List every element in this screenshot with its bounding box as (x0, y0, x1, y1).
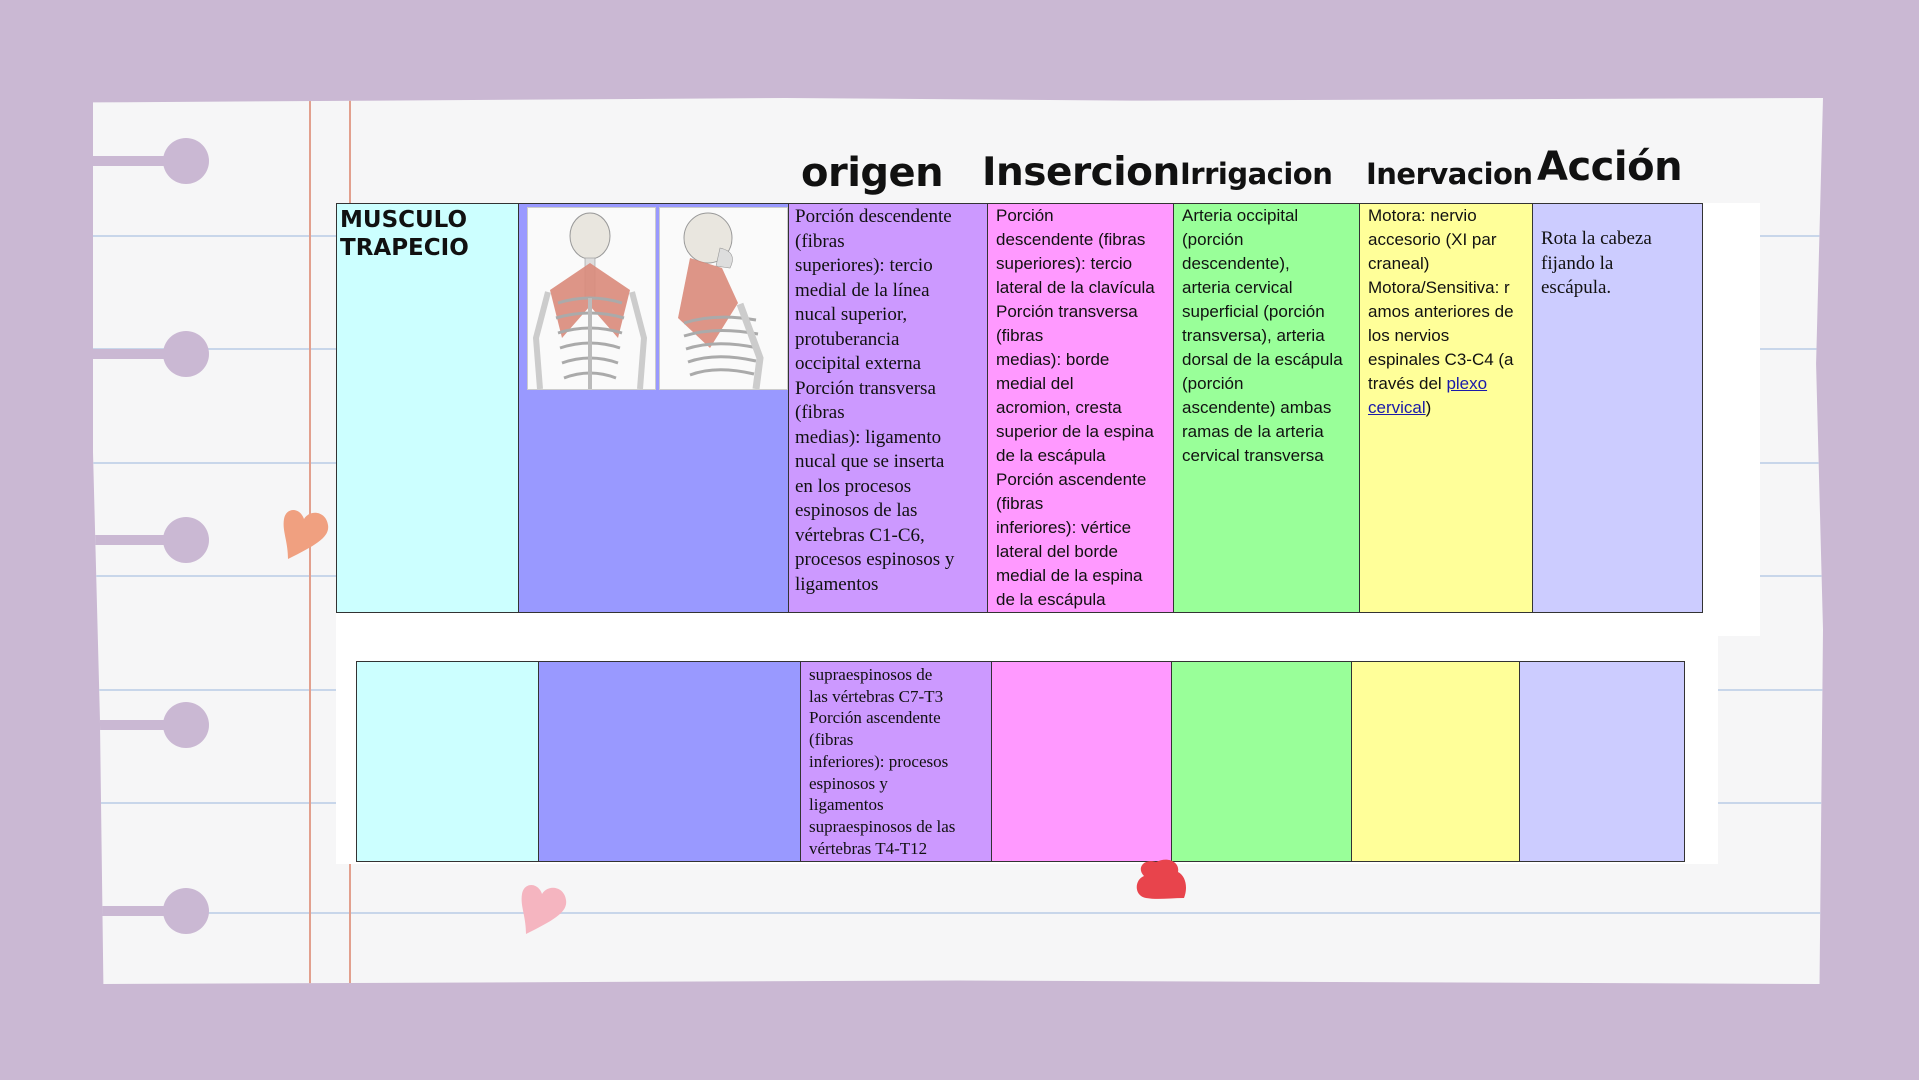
accion-text: Rota la cabeza fijando la escápula. (1541, 228, 1652, 298)
trapezius-back-view-image (527, 207, 656, 390)
header-origen: origen (801, 150, 944, 196)
anatomy-image (527, 207, 788, 390)
origen-cell (801, 662, 992, 862)
heart-icon (518, 880, 572, 938)
punch-hole (163, 138, 209, 184)
inervacion-cell (1352, 662, 1520, 862)
irrigacion-cell (1172, 662, 1352, 862)
inervacion-text (1360, 204, 1532, 420)
origen-text-continued: supraespinosos de las vértebras C7-T3 Porción ascendente (fibras inferiores): procesos espinosos y ligamentos supraespinosos de las vértebras T4-T12 (809, 665, 956, 858)
insercion-cell (992, 662, 1172, 862)
muscle-name: MUSCULO TRAPECIO (340, 207, 469, 261)
punch-hole (163, 517, 209, 563)
header-accion: Acción (1537, 144, 1683, 190)
header-inervacion: Inervacion (1366, 157, 1533, 191)
accion-cell (1533, 204, 1703, 613)
accion-cell (1520, 662, 1685, 862)
heart-icon (1132, 858, 1188, 902)
origen-text: Porción descendente (fibras superiores): tercio medial de la línea nucal superior, protuberancia occipital externa Porción transversa (fibras medias): ligamento nucal que se inserta en los procesos espinosos de las vértebras C1-C6, procesos espinosos y ligamentos (795, 206, 955, 595)
table-row (337, 204, 1703, 613)
image-cell (519, 204, 789, 613)
heart-icon (280, 505, 334, 563)
header-insercion: Insercion (982, 150, 1180, 195)
origen-cell (789, 204, 988, 613)
inervacion-main-text: Motora: nervio accesorio (XI par craneal) Motora/Sensitiva: r amos anteriores de los nervios espinales C3-C4 (a través del (1368, 206, 1514, 393)
image-cell (539, 662, 801, 862)
musculo-cell (357, 662, 539, 862)
punch-hole (163, 331, 209, 377)
muscle-table (336, 203, 1703, 613)
header-irrigacion: Irrigacion (1180, 157, 1333, 191)
inervacion-close-paren: ) (1425, 398, 1432, 417)
muscle-table-continuation (356, 661, 1685, 862)
table-row (357, 662, 1685, 862)
insercion-cell (988, 204, 1174, 613)
insercion-text: Porción descendente (fibras superiores): tercio lateral de la clavícula Porción transversa (fibras medias): borde medial del acromion, cresta superior de la espina de la escápula Porción ascendente (fibras inferiores): vértice lateral del borde medial de la espina de la escápula (996, 206, 1155, 609)
trapezius-side-view-image (659, 207, 788, 390)
punch-hole (163, 888, 209, 934)
irrigacion-text: Arteria occipital (porción descendente), arteria cervical superficial (porción transversa), arteria dorsal de la escápula (porción ascendente) ambas ramas de la arteria cervical transversa (1182, 206, 1343, 465)
inervacion-cell (1360, 204, 1533, 613)
musculo-cell (337, 204, 519, 613)
plexo-cervical-link[interactable]: plexo cervical (1368, 374, 1488, 417)
punch-hole (163, 702, 209, 748)
irrigacion-cell (1174, 204, 1360, 613)
ruled-line (93, 912, 1823, 914)
